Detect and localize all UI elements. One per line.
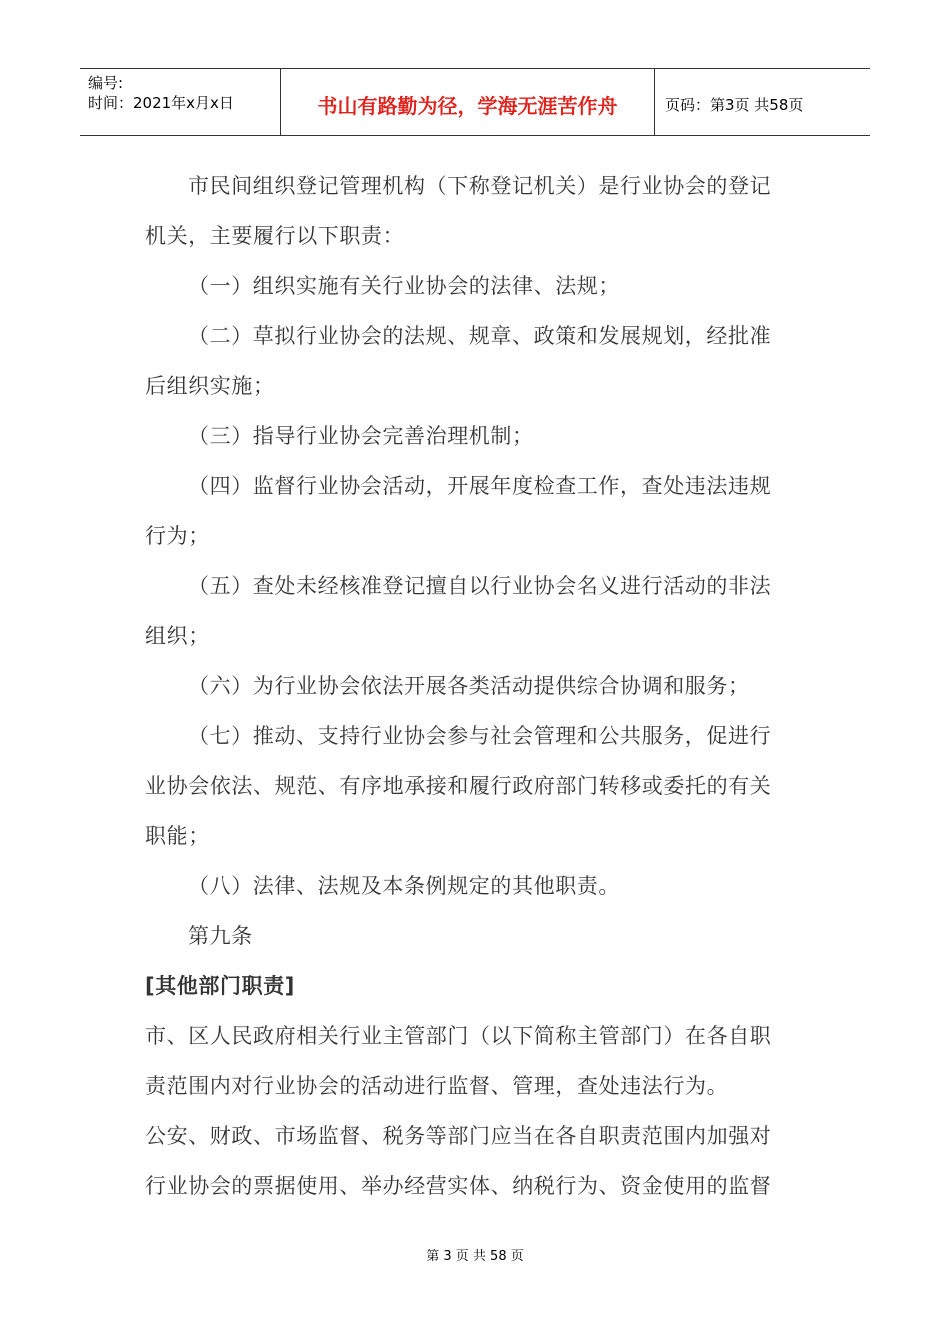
list-item-continued: 组织； [145,624,210,648]
paragraph-line: 责范围内对行业协会的活动进行监督、管理，查处违法行为。 [145,1074,729,1098]
number-label: 编号: [88,74,124,92]
time-label: 时间：2021年x月x日 [88,94,234,112]
list-item: （二）草拟行业协会的法规、规章、政策和发展规划，经批准 [188,324,772,348]
list-item: （五）查处未经核准登记擅自以行业协会名义进行活动的非法 [188,574,772,598]
header-motto: 书山有路勤为径，学海无涯苦作舟 [281,69,655,135]
paragraph-line: 机关，主要履行以下职责： [145,224,405,248]
list-item-continued: 业协会依法、规范、有序地承接和履行政府部门转移或委托的有关 [145,774,772,798]
list-item-continued: 行为； [145,524,210,548]
paragraph-line: 行业协会的票据使用、举办经营实体、纳税行为、资金使用的监督 [145,1174,772,1198]
list-item: （一）组织实施有关行业协会的法律、法规； [188,274,620,298]
list-item: （三）指导行业协会完善治理机制； [188,424,534,448]
page-footer: 第 3 页 共 58 页 [426,1249,524,1264]
list-item: （六）为行业协会依法开展各类活动提供综合协调和服务； [188,674,750,698]
document-body [145,161,807,1211]
article-title: [其他部门职责] [145,974,295,998]
header-page-label: 页码：第3页 共58页 [665,95,804,114]
list-item-continued: 职能； [145,824,210,848]
paragraph-line: 市民间组织登记管理机构（下称登记机关）是行业协会的登记 [188,174,772,198]
page-header [80,68,870,136]
list-item: （七）推动、支持行业协会参与社会管理和公共服务，促进行 [188,724,772,748]
paragraph-line: 市、区人民政府相关行业主管部门（以下简称主管部门）在各自职 [145,1024,772,1048]
list-item: （八）法律、法规及本条例规定的其他职责。 [188,874,620,898]
list-item: （四）监督行业协会活动，开展年度检查工作，查处违法违规 [188,474,772,498]
article-number: 第九条 [188,924,253,948]
header-meta [80,69,281,135]
list-item-continued: 后组织实施； [145,374,275,398]
paragraph-line: 公安、财政、市场监督、税务等部门应当在各自职责范围内加强对 [145,1124,772,1148]
